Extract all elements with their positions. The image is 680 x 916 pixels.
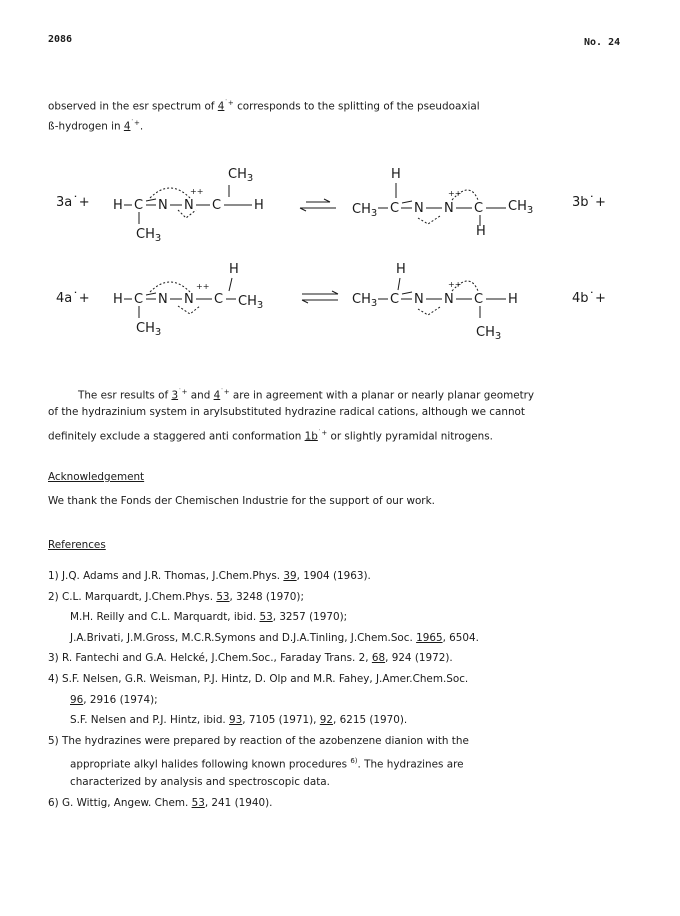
svg-text:N: N bbox=[444, 201, 454, 216]
svg-text:CH3: $CH_3$ bbox=[136, 321, 162, 338]
svg-text:CH3: $CH_3$ bbox=[476, 325, 502, 342]
label-4a: 4a˙+ bbox=[56, 291, 90, 306]
svg-text:C: C bbox=[134, 292, 144, 307]
svg-text:N: N bbox=[414, 201, 424, 216]
reference-4-cont-2: S.F. Nelsen and P.J. Hintz, ibid. 93, 7105 (1971), 92, 6215 (1970). bbox=[70, 714, 408, 726]
label-3a: 3a˙+ bbox=[56, 195, 90, 210]
structure-4a bbox=[113, 262, 263, 338]
equilibrium-arrow-4 bbox=[302, 291, 338, 303]
structure-3b bbox=[352, 167, 533, 239]
references-heading: References bbox=[48, 539, 106, 551]
svg-text:C: C bbox=[474, 201, 484, 216]
svg-text:N: N bbox=[414, 292, 424, 307]
acknowledgement-text: We thank the Fonds der Chemischen Industrie for the support of our work. bbox=[48, 495, 435, 507]
svg-text:H: H bbox=[229, 262, 239, 277]
reference-2-cont-1: M.H. Reilly and C.L. Marquardt, ibid. 53, 3257 (1970); bbox=[70, 611, 348, 623]
svg-text:CH3: $CH_3$ bbox=[136, 227, 162, 244]
structure-3a bbox=[113, 167, 264, 244]
svg-text:C: C bbox=[390, 201, 400, 216]
svg-text:CH3: $CH_3$ bbox=[228, 167, 254, 184]
reference-5-cont-2: characterized by analysis and spectroscopic data. bbox=[70, 776, 330, 788]
svg-text:N: N bbox=[158, 198, 168, 213]
svg-text:C: C bbox=[134, 198, 144, 213]
svg-text:C: C bbox=[212, 198, 222, 213]
svg-text:N: N bbox=[444, 292, 454, 307]
svg-text:C: C bbox=[214, 292, 224, 307]
hydrazine-equilibrium-scheme bbox=[0, 150, 680, 360]
intro-line-2: ß-hydrogen in 4˙+. bbox=[48, 119, 144, 133]
svg-text:C: C bbox=[474, 292, 484, 307]
reference-4: 4) S.F. Nelsen, G.R. Weisman, P.J. Hintz, D. Olp and M.R. Fahey, J.Amer.Chem.Soc. bbox=[48, 673, 469, 685]
svg-text:H: H bbox=[113, 292, 123, 307]
acknowledgement-heading: Acknowledgement bbox=[48, 471, 145, 483]
reference-5-cont-1: appropriate alkyl halides following known procedures $^{6)}$. The hydrazines are bbox=[70, 757, 464, 771]
svg-text:++: ++ bbox=[448, 189, 462, 198]
svg-text:N: N bbox=[184, 292, 194, 307]
discussion-line-3: definitely exclude a staggered anti conformation 1b˙+ or slightly pyramidal nitrogens. bbox=[48, 429, 493, 443]
equilibrium-arrow-3 bbox=[300, 199, 336, 211]
intro-line-1: observed in the esr spectrum of 4˙+ corresponds to the splitting of the pseudoaxial bbox=[48, 99, 480, 113]
svg-text:CH3: $CH_3$ bbox=[352, 292, 378, 309]
svg-text:H: H bbox=[254, 198, 264, 213]
journal-issue: No. 24 bbox=[584, 37, 621, 48]
reference-4-cont-1: 96, 2916 (1974); bbox=[70, 694, 158, 706]
svg-text:++: ++ bbox=[448, 280, 462, 289]
discussion-line-2: of the hydrazinium system in arylsubstituted hydrazine radical cations, although we cannot bbox=[48, 406, 525, 418]
reference-6: 6) G. Wittig, Angew. Chem. 53, 241 (1940). bbox=[48, 797, 273, 809]
svg-text:N: N bbox=[184, 198, 194, 213]
reference-5: 5) The hydrazines were prepared by reaction of the azobenzene dianion with the bbox=[48, 735, 469, 747]
page-number: 2086 bbox=[48, 34, 73, 45]
svg-text:H: H bbox=[508, 292, 518, 307]
discussion-line-1: The esr results of 3˙+ and 4˙+ are in agreement with a planar or nearly planar geometry bbox=[78, 388, 535, 402]
reference-3: 3) R. Fantechi and G.A. Helcké, J.Chem.Soc., Faraday Trans. 2, 68, 924 (1972). bbox=[48, 652, 453, 664]
svg-text:CH3: $CH_3$ bbox=[238, 294, 264, 311]
svg-text:H: H bbox=[396, 262, 406, 277]
label-4b: 4b˙+ bbox=[572, 291, 606, 306]
structure-4b bbox=[352, 262, 518, 342]
svg-text:CH3: $CH_3$ bbox=[508, 199, 534, 216]
svg-text:N: N bbox=[158, 292, 168, 307]
reference-1: 1) J.Q. Adams and J.R. Thomas, J.Chem.Phys. 39, 1904 (1963). bbox=[48, 570, 371, 582]
reference-2: 2) C.L. Marquardt, J.Chem.Phys. 53, 3248 (1970); bbox=[48, 591, 304, 603]
label-3b: 3b˙+ bbox=[572, 195, 606, 210]
svg-text:H: H bbox=[391, 167, 401, 182]
reference-2-cont-2: J.A.Brivati, J.M.Gross, M.C.R.Symons and D.J.A.Tinling, J.Chem.Soc. 1965, 6504. bbox=[70, 632, 479, 644]
svg-text:C: C bbox=[390, 292, 400, 307]
svg-text:++: ++ bbox=[190, 187, 204, 196]
svg-text:CH3: $CH_3$ bbox=[352, 202, 378, 219]
svg-text:H: H bbox=[113, 198, 123, 213]
svg-text:++: ++ bbox=[196, 282, 210, 291]
svg-text:H: H bbox=[476, 224, 486, 239]
